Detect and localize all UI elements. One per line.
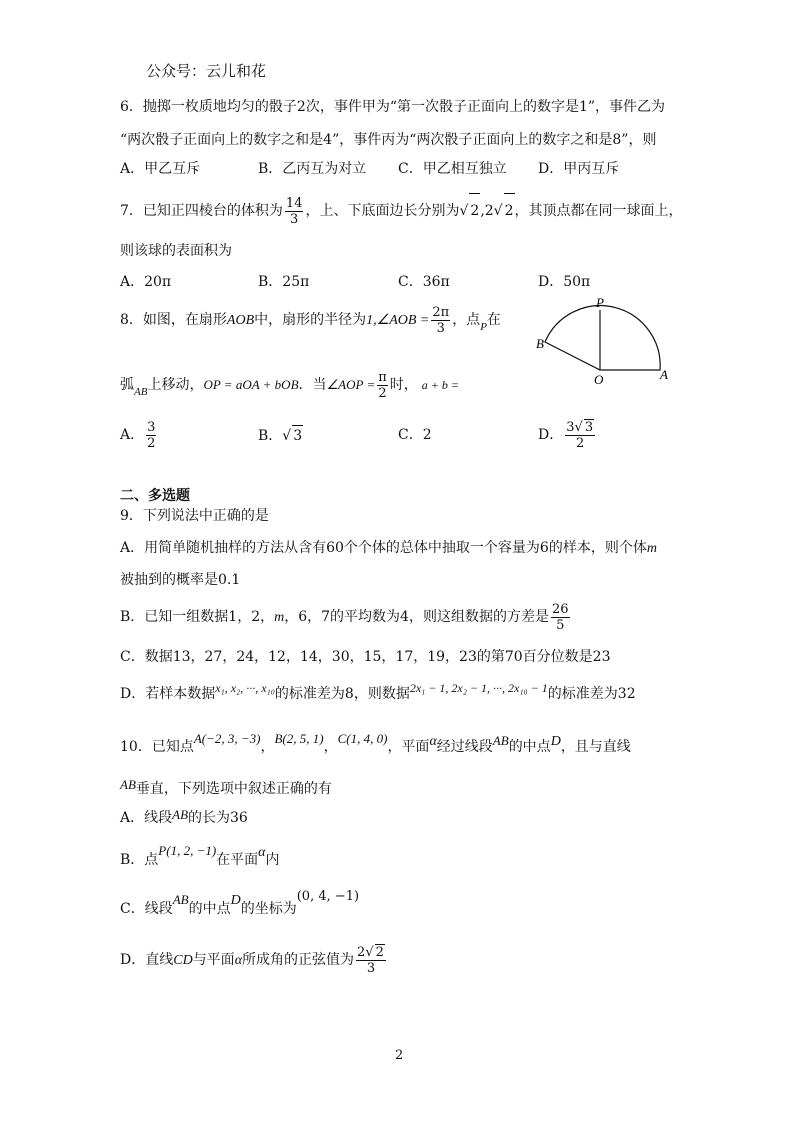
q8-frac-den: 3 <box>436 320 445 336</box>
q10-od-cd: CD <box>173 953 193 968</box>
q10-line1 <box>120 731 631 758</box>
q8-shi: 时， <box>389 377 418 393</box>
q9-d-pre: D．若样本数据 <box>120 686 216 702</box>
q8-angle: ∠AOP = <box>326 377 376 392</box>
q10-oa-pre: A．线段 <box>120 810 173 826</box>
q8-b-sqrt: 3 <box>292 425 303 446</box>
q6-line1: 6．抛掷一枚质地均匀的骰子2次，事件甲为“第一次骰子正面向上的数字是1”，事件乙为 <box>120 99 666 115</box>
q8-dot: ．当 <box>298 377 327 393</box>
q10-ob-post: 内 <box>265 852 280 868</box>
q7-frac-den: 3 <box>290 211 299 227</box>
q10-alpha: α <box>429 734 437 749</box>
q8-move: 上移动， <box>147 377 204 393</box>
q10-od-num: 2√ 2 <box>357 945 384 960</box>
q10-perp: ，且与直线 <box>560 739 631 755</box>
q10-line2-text: 垂直，下列选项中叙述正确的有 <box>135 781 332 797</box>
q9-d-data2: 2x₁ − 1, 2x₂ − 1, ···, 2x₁₀ − 1 <box>409 681 548 695</box>
q10-plane: ，平面 <box>387 739 430 755</box>
q10-oc-pre: C．线段 <box>120 901 173 917</box>
q8-angle-fraction <box>431 305 450 336</box>
q8-ask: a + b = <box>421 378 459 392</box>
q10-od-alpha: α <box>234 953 243 968</box>
q7-middle: ，上、下底面边长分别为 <box>305 203 460 219</box>
q9-d-data: x₁, x₂, ···, x₁₀ <box>215 681 275 695</box>
q10-oc-d: D <box>230 893 241 908</box>
page-header: 公众号：云儿和花 <box>146 62 267 80</box>
page-number: 2 <box>395 1048 404 1063</box>
q10-option-d <box>120 940 388 981</box>
q9-b-post: ，6，7的平均数为4，则这组数据的方差是 <box>284 609 549 625</box>
q10-oc-ab: AB <box>172 892 189 907</box>
q10-ob-alpha: α <box>258 845 266 860</box>
q9-b-num: 26 <box>551 601 569 617</box>
q8-frac2-num: π <box>378 369 387 385</box>
q10-ob-p: P(1, 2, −1) <box>158 843 217 858</box>
q9-b-pre: B．已知一组数据1，2， <box>120 609 275 625</box>
q8-line2 <box>120 368 459 403</box>
q6-option-a: A．甲乙互斥 <box>120 161 201 177</box>
q8-option-d-fraction <box>565 419 595 451</box>
q9-option-d <box>120 681 636 704</box>
q8-option-a <box>120 415 158 455</box>
q10-od-mid: 与平面 <box>192 952 235 968</box>
q8-a-num: 3 <box>147 419 156 435</box>
q8-arc-prefix: 弧 <box>120 377 134 393</box>
q7-sep: ,2 <box>480 203 494 219</box>
q9-b-den: 5 <box>556 617 565 633</box>
q10-od-num-sqrt: 2 <box>375 945 384 960</box>
q9-a1-text: A．用简单随机抽样的方法从含有60个个体的总体中抽取一个容量为6的样本，则个体 <box>120 540 647 556</box>
q8-radius: 1,∠AOB = <box>366 313 430 328</box>
q6-option-d: D．甲丙互斥 <box>538 161 620 177</box>
q9-d-mid: 的标准差为8，则数据 <box>274 686 410 702</box>
q10-point-a: A(−2, 3, −3) <box>193 731 261 746</box>
q6-option-c: C．甲乙相互独立 <box>398 161 507 177</box>
q8-a-den: 2 <box>147 435 156 451</box>
q8-prefix: 8．如图，在扇形 <box>120 312 227 328</box>
label-o: O <box>594 372 604 385</box>
q7-volume-fraction <box>285 196 304 227</box>
q8-option-d-label: D． <box>538 427 564 443</box>
label-p: P <box>596 295 604 310</box>
q8-d-den: 2 <box>576 436 585 451</box>
q10-point-b: B(2, 5, 1) <box>274 731 324 746</box>
q8-d-num: 3√ 3 <box>566 420 594 435</box>
q8-option-a-label: A． <box>120 427 145 443</box>
q10-od-pre: D．直线 <box>120 952 174 968</box>
q8-frac-num: 2π <box>432 304 450 320</box>
sector-outline <box>545 306 660 370</box>
q7-line1: 7．已知正四棱台的体积为 $\frac{14}{3}$ ，上、下底面边长分别为√ 2,2√ 2，其顶点都在同一球面上， <box>120 193 683 228</box>
q9-option-b <box>120 600 572 635</box>
sector-figure <box>530 295 680 385</box>
label-a: A <box>660 367 668 382</box>
q6-line2: “两次骰子正面向上的数字之和是4”，事件丙为“两次骰子正面向上的数字之和是8”，则 <box>120 132 657 148</box>
q7-option-d: D．50π <box>538 274 591 290</box>
q8-option-b: B．√ 3 <box>258 425 303 446</box>
q10-ob-pre: B．点 <box>120 852 159 868</box>
q6-option-b: B．乙丙互为对立 <box>258 161 367 177</box>
q7-sqrt1: 2 <box>469 193 480 228</box>
q9-option-c: C．数据13，27，24，12，14，30，15，17，19，23的第70百分位数是23 <box>120 649 611 665</box>
q7-frac-num: 14 <box>285 195 303 211</box>
q8-option-a-fraction <box>146 420 156 451</box>
q9-stem: 9．下列说法中正确的是 <box>120 508 269 524</box>
q10-option-c <box>120 889 360 920</box>
q10-mid: 的中点 <box>508 739 551 755</box>
q7-option-a: A．20π <box>120 274 172 290</box>
q9-b-fraction <box>551 602 570 633</box>
q10-pre: 10．已知点 <box>120 739 194 755</box>
q8-line1 <box>120 303 501 338</box>
q8-d-num-sqrt: 3 <box>584 420 594 435</box>
q10-point-c: C(1, 4, 0) <box>337 731 388 746</box>
q7-option-c: C．36π <box>398 274 450 290</box>
q10-d: D <box>550 734 561 749</box>
q8-zai: 在 <box>486 312 501 328</box>
q8-option-d <box>538 415 597 455</box>
q7-sqrt2: 2 <box>504 193 515 228</box>
label-b: B <box>536 336 544 351</box>
q8-point-p: P <box>480 321 487 333</box>
q10-line2-ab: AB <box>120 777 136 792</box>
q10-oc-coord: (0, 4, −1) <box>296 889 360 904</box>
q7-line2: 则该球的表面积为 <box>120 243 232 259</box>
q10-od-den: 3 <box>366 961 376 976</box>
q8-aob: AOB <box>226 313 255 328</box>
q10-comma2: ， <box>323 739 338 755</box>
q8-option-c: C．2 <box>398 427 432 443</box>
q10-through: 经过线段 <box>436 739 493 755</box>
q10-od-fraction <box>356 944 386 976</box>
q8-option-b-label: B． <box>258 428 283 444</box>
q10-od-post: 所成角的正弦值为 <box>242 952 355 968</box>
q8-d-num-pre: 3 <box>566 420 575 435</box>
q10-ab: AB <box>492 733 509 748</box>
q8-arc-label: AB <box>134 386 148 398</box>
q10-oa-ab: AB <box>172 807 189 822</box>
q8-point-text: ，点 <box>452 312 481 328</box>
q9-option-a-line2: 被抽到的概率是0.1 <box>120 572 241 588</box>
q9-option-a-line1 <box>120 538 657 559</box>
q10-oc-mid: 的中点 <box>188 901 231 917</box>
q10-option-a <box>120 808 248 828</box>
q9-d-post: 的标准差为32 <box>547 686 636 702</box>
q8-pi-half-fraction <box>377 370 388 401</box>
q8-frac2-den: 2 <box>378 385 387 401</box>
q10-ob-mid: 在平面 <box>216 852 259 868</box>
q9-a1-m: m <box>646 541 657 556</box>
q7-prefix: 7．已知正四棱台的体积为 <box>120 203 283 219</box>
q9-b-m: m <box>274 610 285 625</box>
q10-option-b <box>120 843 280 871</box>
q10-od-num-pre: 2 <box>357 945 366 960</box>
q8-vector-eq: OP = aOA + bOB <box>203 377 299 392</box>
q10-line2 <box>120 779 332 799</box>
q7-suffix: ，其顶点都在同一球面上， <box>514 203 683 219</box>
section-title-multiple-choice: 二、多选题 <box>120 488 190 504</box>
q8-mid: 中，扇形的半径为 <box>254 312 367 328</box>
q10-comma1: ， <box>260 739 275 755</box>
q10-oc-post: 的坐标为 <box>240 901 297 917</box>
q7-option-b: B．25π <box>258 274 310 290</box>
q10-oa-post: 的长为36 <box>188 810 248 826</box>
